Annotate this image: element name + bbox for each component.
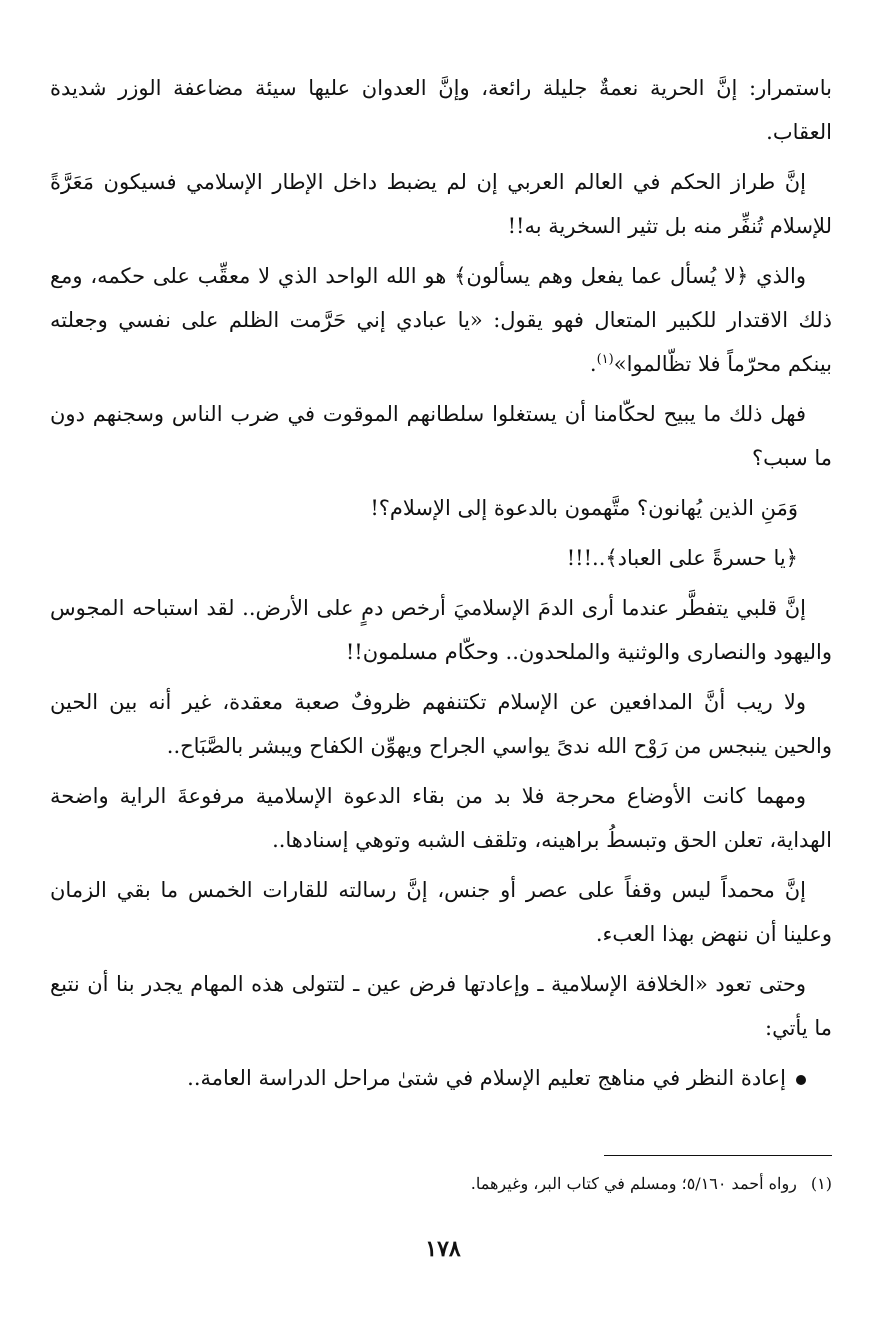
footnote-reference: (١) (596, 352, 614, 367)
paragraph: ومهما كانت الأوضاع محرجة فلا بد من بقاء الدعوة الإسلامية مرفوعةَ الراية واضحة الهداية، تعلن الحق وتبسطُ براهينه، وتلقف الشبه وتوهي إسنادها.. (50, 784, 832, 852)
paragraph: ولا ريب أنَّ المدافعين عن الإسلام تكتنفهم ظروفٌ صعبة معقدة، غير أنه بين الحين والحين ينبجس من رَوْح الله ندىً يواسي الجراح ويهوِّن الكفاح ويبشر بالصَّبَاح.. (50, 690, 832, 758)
paragraph-text: والذي ﴿لا يُسأل عما يفعل وهم يسألون﴾ هو الله الواحد الذي لا معقِّب على حكمه، ومع ذلك الاقتدار للكبير المتعال فهو يقول: «يا عبادي إني حَرَّمت الظلم على نفسي وجعلته بينكم محرّماً فلا تظّالموا» (50, 264, 832, 376)
bullet-item (50, 1056, 832, 1100)
paragraph: وحتى تعود «الخلافة الإسلامية ـ وإعادتها فرض عين ـ لتتولى هذه المهام يجدر بنا أن نتبع ما يأتي: (50, 972, 832, 1040)
page-body (50, 66, 832, 1106)
paragraph-with-footnote (50, 254, 832, 386)
paragraph-tail: . (589, 352, 597, 376)
bullet-icon (796, 1075, 806, 1085)
footnote-number: (١) (810, 1174, 832, 1193)
footnote (52, 1170, 832, 1198)
page-number: ١٧٨ (425, 1236, 461, 1262)
paragraph: باستمرار: إنَّ الحرية نعمةٌ جليلة رائعة، وإنَّ العدوان عليها سيئة مضاعفة الوزر شديدة العقاب. (50, 76, 832, 144)
paragraph: فهل ذلك ما يبيح لحكّامنا أن يستغلوا سلطانهم الموقوت في ضرب الناس وسجنهم دون ما سبب؟ (50, 402, 832, 470)
footnote-text: رواه أحمد ٥/١٦٠؛ ومسلم في كتاب البر، وغيرهما. (470, 1174, 797, 1193)
bullet-text: إعادة النظر في مناهج تعليم الإسلام في شتىٰ مراحل الدراسة العامة.. (187, 1066, 786, 1090)
quote-line: ﴿يا حسرةً على العباد﴾..!!! (566, 546, 798, 570)
quote-line: وَمَنِ الذين يُهانون؟ متَّهمون بالدعوة إلى الإسلام؟! (370, 496, 798, 520)
paragraph: إنَّ محمداً ليس وقفاً على عصر أو جنس، إنَّ رسالته للقارات الخمس ما بقي الزمان وعلينا أن ننهض بهذا العبء. (50, 878, 832, 946)
paragraph: إنَّ طراز الحكم في العالم العربي إن لم يضبط داخل الإطار الإسلامي فسيكون مَعَرَّةً للإسلام تُنفِّر منه بل تثير السخرية به!! (50, 170, 832, 238)
footnote-divider (604, 1155, 832, 1156)
paragraph: إنَّ قلبي يتفطَّر عندما أرى الدمَ الإسلاميَ أرخص دمٍ على الأرض.. لقد استباحه المجوس واليهود والنصارى والوثنية والملحدون.. وحكّام مسلمون!! (50, 596, 832, 664)
